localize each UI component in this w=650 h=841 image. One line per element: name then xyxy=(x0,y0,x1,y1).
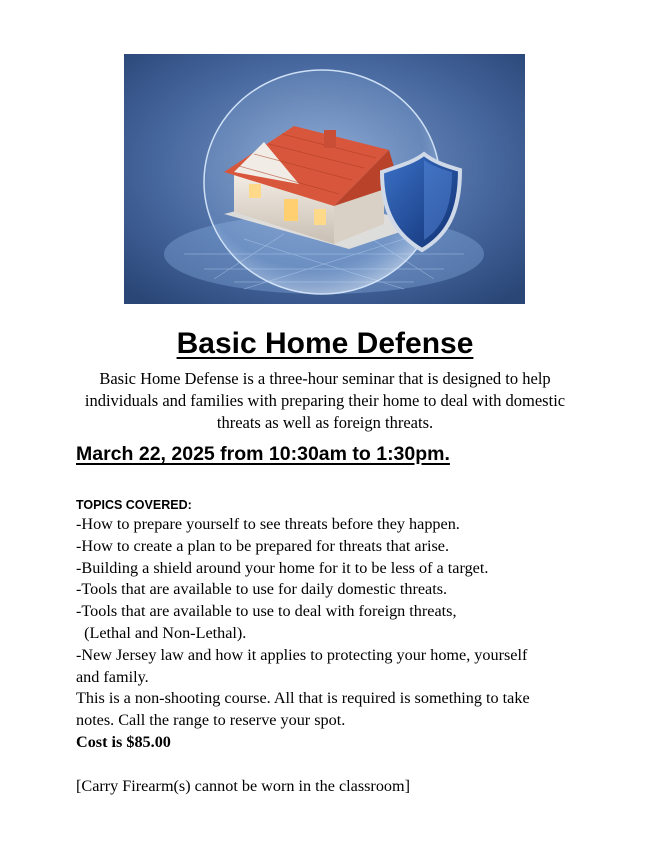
topic-item: -How to prepare yourself to see threats before they happen. xyxy=(76,515,460,533)
intro-line: individuals and families with preparing their home to deal with domestic xyxy=(84,391,566,410)
page-title: Basic Home Defense xyxy=(176,327,474,360)
topic-item: -How to create a plan to be prepared for threats that arise. xyxy=(76,536,450,555)
topic-item: -Tools that are available to use to deal with foreign threats, xyxy=(76,602,457,621)
firearm-notice: [Carry Firearm(s) cannot be worn in the classroom] xyxy=(76,776,410,795)
spacer xyxy=(76,754,576,776)
topic-item: (Lethal and Non-Lethal). xyxy=(76,623,247,642)
topics-list xyxy=(76,514,576,797)
topic-item: -Tools that are available to use for daily domestic threats. xyxy=(76,580,448,599)
topic-item: -New Jersey law and how it applies to protecting your home, yourself xyxy=(76,645,528,664)
intro-line: threats as well as foreign threats. xyxy=(216,413,434,432)
topics-heading: TOPICS COVERED: xyxy=(76,498,192,512)
event-date: March 22, 2025 from 10:30am to 1:30pm. xyxy=(76,443,450,465)
cost-line: Cost is $85.00 xyxy=(76,732,171,751)
topic-item: and family. xyxy=(76,667,149,686)
hero-image-house-in-dome-with-shield xyxy=(124,54,525,304)
intro-paragraph xyxy=(70,368,580,434)
intro-line: Basic Home Defense is a three-hour seminar that is designed to help xyxy=(99,369,551,388)
course-note: notes. Call the range to reserve your spot. xyxy=(76,711,346,730)
house-shield-illustration xyxy=(124,54,525,304)
course-note: This is a non-shooting course. All that is required is something to take xyxy=(76,689,530,708)
topic-item: -Building a shield around your home for it to be less of a target. xyxy=(76,558,489,577)
